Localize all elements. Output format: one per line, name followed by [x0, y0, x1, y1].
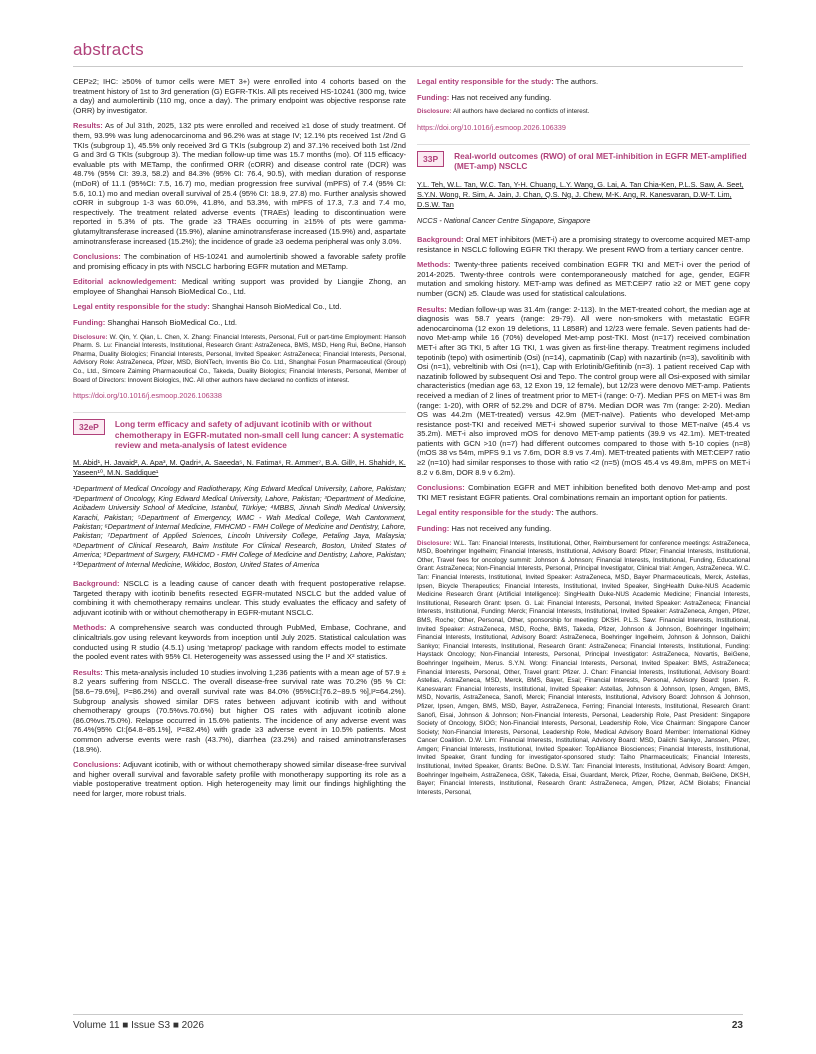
editorial-text: Medical writing support was provided by Liangjie Zhong, an employee of Shanghai Hansoh BioMedical Co., Ltd. — [73, 277, 406, 296]
background-text: NSCLC is a leading cause of cancer death with frequent postoperative relapse. Targeted therapy with icotinib benefits resected EGFR-mutated NSCLC but the added value of combining it with chemotherapy remains unclear. This study evaluates the efficacy and safety of adjuvant icotinib with or without chemotherapy in EGFR-mutant NSCLC. — [73, 579, 406, 617]
legal-paragraph — [417, 77, 750, 87]
legal-text: The authors. — [555, 77, 599, 86]
methods-paragraph — [417, 260, 750, 298]
disclosure-text: W.L. Tan: Financial Interests, Institutional, Other, Reimbursement for conference meetings: AstraZeneca, MSD, Boehringer Ingelheim; Financial Interests, Institutional, Advisory Board: Pfizer; Financial Interests, Institutional, Other, Travel fees for oncology summit: Johnson & Johnson; Financial Interests, Institutional, Funding, Educational Grant: AstraZeneca; Non-Financial Interests, Personal, Principal Investigator, Clinical trial: Amgen, AstraZeneca. W.C. Tan: Financial Interests, Institutional, Invited Speaker: AstraZeneca, MSD, Bayer Pharmaceuticals, Merck, Astellas, Ipsen, Bicycle Therapeutics; Financial Interests, Institutional, Invited Speaker, SingHealth Duke-NUS Academic Medicine Research Grant (Artificial Intelligence): SingHealth Duke-NUS Academic Medicine; Financial Interests, Institutional, Research Grant: Ipsen. G. Lai: Financial Interests, Personal, Invited Speaker: AstraZeneca; Financial Interests, Institutional, Funding: Merck; Financial Interests, Institutional, Invited Speaker: AstraZeneca, Amgen, Pfizer, BMS, Roche; Other, Personal, Other, sponsorship for meeting: DKSH. P.L.S. Saw: Financial Interests, Institutional, Invited Speaker: AstraZeneca, MSD, Roche, BMS, Takeda, Pfizer, Johnson & Johnson, Boehringer Ingelheim; Financial Interests, Institutional, Advisory Board: AstraZeneca, Boehringer Ingelheim, Johnson & Johnson, Daiichi Sankyo; Financial Interests, Institutional, Research Grant: AstraZeneca; Financial Interests, Institutional, Funding: Haystack Oncology; Non-Financial Interests, Personal, Principal Investigator: AstraZeneca, Novartis, BeiGene, Boehringer Ingelheim, Merus. S.Y.N. Wong: Financial Interests, Personal, Invited Speaker: BMS, AstraZeneca; Financial Interests, Personal, Other, Travel grant: Pfizer. J. Chan: Financial Interests, Institutional, Advisory Board: Astellas, AstraZeneca, MSD, Merck, BMS, Bayer, Esai; Financial Interests, Personal, Advisory Board: Ipsen. R. Kanesvaran: Financial Interests, Institutional, Invited Speaker: Astellas, Johnson & Johnson, Ipsen, Amgen, BMS, MSD, Novartis, AstraZeneca, Sanofi, Merck; Financial Interests, Institutional, Advisory Board: Johnson & Johnson, Pfizer, Ipsen, Amgen, BMS, MSD, Bayer, AstraZeneca, Ferring; Financial Interests, Institutional, Research Grant: Sanofi, Eisai, Johnson & Johnson; Non-Financial Interests, Personal, Leadership Role, Past President: Singapore Society of Oncology, SIOG; Non-Financial Interests, Personal, Leadership Role, Vice Chairman: Singapore Cancer Society; Non-Financial Interests, Personal, Leadership Role, Medical Advisory Board Member: International Kidney Cancer Coalition. D.W. Lim: Financial Interests, Institutional, Advisory Board: MSD, Daiichi Sankyo, Janssen, Pfizer, Amgen; Financial Interests, Institutional, Invited Speaker: TopAlliance Biosciences; Financial Interests, Institutional, Invited Speaker, Grant funding for investigator-sponsored study: Taiho Pharmaceuticals; Financial Interests, Institutional, Invited Speaker, Grants: BeOne. D.S.W. Tan: Financial Interests, Institutional, Advisory Board: Amgen, Boehringer Ingelheim, AstraZeneca, GSK, Takeda, Eisai, Guardant, Merck, Pfizer, Roche, Genmab, BeiGene, DKSH, Bayer; Financial Interests, Institutional, Research Grant: AstraZeneca, Amgen, Pfizer, ACM Biolabs; Financial Interests, Personal, — [417, 539, 750, 796]
methods-label: Methods: — [73, 623, 107, 633]
results-text: Median follow-up was 31.4m (range: 2-113). In the MET-treated cohort, the median age at diagnosis was 58.7 years (range: 29-79). All were non-smokers with metastatic EGFR adenocarcinoma (12 exon 19 deletions, 11 L858R) and 12/23 were female. Seven patients had de-novo Met-amp while 16 (70%) developed Met-amp post-TKI. Most (n=17) received combination MET-i after 3G TKI, 5 after 1G TKI, 1 was given as first-line therapy. Treatment regimens included tepotinib (tepo) with osimertinib (Osi) (n=14), capmatinib (Cap) with nazartinib (n=3), savolitinib with Osi (n=1), vebreltinib with Osi (n=1), Cap with Erlotinib/Gefitinib (n=3). 1 patient received Cap with nazatinib followed by subsequent Osi and Tepo. The control group were all Osi-exposed with similar characteristics (median age 63, 12 Exon 19, 12 female), but 12/23 were denovo MET-amp. Patients received a median of 2 lines of treatment prior to MET-i (range: 0-7). Median PFS on MET-i was 8m (range: 1-20), with ORR of 52.2% and DCR of 87%. Median DOR was 7m (range: 2-20). Median OS was 44.2m (MET-treated) versus 42.9m (MET-naïve). Patients who developed Met-amp resistance post-TKI and received MET-i showed superior survival to those MET-naïve (45.4 vs 35.2m). MET-i also improved mOS for denovo MET-amp patients (39.9 vs 42.1m). MET-treated patients with GCN >10 (n=7) had different outcomes compared to those with 5-10 copies (n=8) (mOS 38 vs 54m, mPFS 9.1 vs 7.6m, DOR 8.9 vs 7.4m). MET-treated patients with MET:CEP7 ratio ≥2 (n=10) had similar responses to those with ratio <2 (n=5) (mOS 45.4 vs 49.8m, mPFS on MET-i 8.2 v 6.8m, DOR 8.9 v 6.2m). — [417, 304, 751, 477]
footer-divider — [73, 1014, 743, 1015]
methods-label: Methods: — [417, 260, 451, 270]
legal-text: Shanghai Hansoh BioMedical Co., Ltd. — [211, 302, 342, 312]
conclusions-paragraph — [417, 483, 750, 502]
funding-paragraph — [417, 93, 750, 103]
footer-separator: ■ — [122, 1020, 129, 1031]
right-column — [417, 77, 750, 803]
disclosure-text: W. Qin, Y. Qian, L. Chen, X. Zhang: Financial Interests, Personal, Full or part-time Employment: Hansoh Pharm. S. Lu: Financial Interests, Institutional, Research Grant: AstraZeneca, BMS, MSD, Heng Rui, BeOne, Hansoh Pharma, Duality Biologics; Financial Interests, Personal, Invited Speaker: AstraZeneca; Financial Interests, Personal, Advisory Role: AstraZeneca, Pfizer, MSD, BioNTech, Inventis Bio Co. Ltd., Shanghai Fosun Pharmaceutical (Group) Co., Ltd., Simcere Zaiming Pharmaceutical Co., Takeda, Duality Biologics; Financial Interests, Personal, Member of Board of Directors: Innovent Biologics, INC. All other authors have declared no conflicts of interest. — [73, 333, 406, 384]
left-column — [73, 77, 406, 805]
background-paragraph — [417, 235, 750, 254]
abstract-title: Long term efficacy and safety of adjuvant icotinib with or without chemotherapy in EGFR-mutated non-small cell lung cancer: A systematic review and meta-analysis of latest evidence — [114, 419, 404, 451]
legal-paragraph — [73, 302, 406, 312]
conclusions-label: Conclusions: — [73, 760, 121, 770]
legal-paragraph — [417, 508, 750, 518]
disclosure-text: All authors have declared no conflicts of interest. — [452, 108, 590, 116]
disclosure-label: Disclosure: — [417, 539, 452, 547]
abstract-id: 33P — [417, 151, 444, 167]
conclusions-text: Adjuvant icotinib, with or without chemotherapy showed similar disease-free survival and higher overall survival and favorable safety profile with monotherapy supporting its role as a viable postoperative treatment option. High heterogeneity may limit our findings highlighting the need for larger, more robust trials. — [73, 760, 406, 798]
funding-text: Has not received any funding. — [451, 92, 552, 102]
results-label: Results: — [73, 121, 103, 131]
conclusions-paragraph — [73, 252, 406, 271]
page-footer — [73, 1020, 743, 1031]
doi-link[interactable]: https://doi.org/10.1016/j.esmoop.2026.106338 — [73, 391, 222, 401]
background-label: Background: — [73, 579, 120, 589]
conclusions-text: Combination EGFR and MET inhibition benefited both denovo Met-amp and post TKI MET resistant EGFR patients. Oral combinations remain an important option for patients. — [417, 483, 750, 502]
methods-text: A comprehensive search was conducted through PubMed, Embase, Cochrane, and clinicaltrials.gov using relevant keywords from inception until July 2025. Statistical calculation was conducted using R studio (4.5.1) using ‘metaprop’ package with random effects model to estimate the pooled event rates with 95% CI. Heterogeneity was assessed using the I² and X² statistics. — [73, 623, 406, 662]
background-paragraph — [73, 579, 406, 617]
results-paragraph — [417, 305, 750, 478]
editorial-paragraph — [73, 277, 406, 296]
abstract-heading — [417, 144, 750, 172]
header-divider — [73, 66, 743, 67]
continued-text: CEP≥2; IHC: ≥50% of tumor cells were MET 3+) were enrolled into 4 cohorts based on the treatment history of 1st to 3rd generation (G) EGFR-TKIs. All pts received HS-10241 (300 mg, twice a day) and aumolertinib (110 mg, once a day). The primary endpoint was objective response rate (ORR) by investigator. — [73, 77, 406, 115]
authors-text: M. Abid¹, H. Javaid², A. Apa³, M. Qadri⁴, A. Saeeda⁵, N. Fatima⁶, R. Ammer⁷, B.A. Gill⁸, H. Shahid⁹, K. Yaseen¹⁰, M.N. Saddique¹ — [73, 458, 406, 478]
doi-link[interactable]: https://doi.org/10.1016/j.esmoop.2026.106339 — [417, 122, 566, 132]
volume-label: Volume 11 — [73, 1020, 120, 1031]
disclosure-paragraph — [73, 334, 406, 386]
results-label: Results: — [417, 304, 447, 314]
disclosure-label: Disclosure: — [417, 108, 452, 116]
results-text: This meta-analysis included 10 studies involving 1,236 patients with a mean age of 57.9 ± 8.2 years suffering from NSCLC. The overall disease-free survival rate was 70.2% (95 % CI:[58.6−79.6%], I²=86.2%) and overall survival rate was 84.0% (95%CI:[76.2−89.5 %],I²=64.2%). Subgroup analysis showed similar DFS rates between adjuvant icotinib with and without chemotherapy groups (70.5%vs.70.6%) but higher OS rates with adjuvant icotinib alone (86.0%vs.75.0%). Relapse occurred in 15.6% patients. The incidence of any adverse event was 76.4%(95% CI:[64.8−85.1%], I²=82.4%) with grade ≥3 adverse event in 10.5% patients. Most common adverse events were rash (43.7%), diarrhea (23.2%) and raised aminotransferases (18.9%). — [73, 667, 406, 754]
results-text: As of Jul 31th, 2025, 132 pts were enrolled and received ≥1 dose of study treatment. Of them, 93.9% was lung adenocarcinoma and 96.2% was at stage IV; 12.1% pts received 1st /2nd G TKIs (subgroup 1), 45.5% only received 3rd G TKIs (subgroup 2) and 37.1% received both 1st /2nd G and 3rd G TKIs (subgroup 3). The median follow-up time was 15.7 months (mo). Of 115 efficacy-evaluable pts with METamp, the confirmed ORR (cORR) and disease control rate (DCR) was 48.7% (95% CI: 39.3, 58.2) and 84.3% (95% CI: 76.4, 90.5), with median duration of response (mDoR) of 11.1 (95%CI: 7.5, 16.7) mo, median progression free survival (mPFS) of 7.4 (95% CI: 5.6, 10.1) mo and median overall survival of 25.4 (95% CI: 18.9, 27.8) mo. Further analysis showed cORR in subgroup 1-3 was 60.0%, 41.8%, and 53.3%, with mPFS of 17.3, 7.3 and 7.4 mo, respectively. The treatment related adverse events (TRAEs) leading to discontinuation were reported in 5.3% of pts. The grade ≥3 TRAEs occurring in ≥15% of pts were gamma-glutamyltransferase increased (15.9%), alanine aminotransferase increased (15.9%) and, aspartate aminotransferase increased (15.2%); the incidence of grade ≥3 oedema peripheral was only 3.0%. — [73, 121, 406, 246]
authors-text: Y.L. Teh, W.L. Tan, W.C. Tan, Y-H. Chuang, L.Y. Wang, G. Lai, A. Tan Chia-Ken, P.L.S. Saw, A. Seet, S.Y.N. Wong, R. Sim, A. Jain, J. Chan, Q.S. Ng, J. Chew, M-K. Ang, R. Kanesvaran, D.W-T. Lim, D.S.W. Tan — [417, 179, 744, 209]
footer-separator: ■ — [172, 1020, 179, 1031]
conclusions-text: The combination of HS-10241 and aumolertinib showed a favorable safety profile and promising efficacy in pts with NSCLC harboring EGFR mutation and METamp. — [73, 252, 406, 271]
author-list — [73, 458, 406, 478]
year-label: 2026 — [181, 1020, 204, 1031]
legal-text: The authors. — [555, 508, 599, 518]
legal-label: Legal entity responsible for the study: — [417, 508, 554, 518]
funding-paragraph — [73, 318, 406, 328]
section-header: abstracts — [73, 40, 144, 59]
conclusions-label: Conclusions: — [73, 252, 121, 262]
conclusions-label: Conclusions: — [417, 483, 465, 493]
abstract-heading — [73, 412, 406, 450]
funding-label: Funding: — [417, 524, 450, 534]
funding-label: Funding: — [73, 318, 106, 328]
affiliations: NCCS - National Cancer Centre Singapore, Singapore — [417, 215, 591, 225]
methods-paragraph — [73, 623, 406, 661]
affiliations: ¹Department of Medical Oncology and Radiotherapy, King Edward Medical University, Lahore, Pakistan; ²Department of Oncology, King Edward Medical University, Lahore, Pakistan; ³Department of Medicine, Acibadem University School of Medicine, Istanbul, Türkiye; ⁴MBBS, Jinnah Sindh Medical University, Karachi, Pakistan; ⁵Department of Emergency, WMC - Wah Medical College, Wah Cantonment, Pakistan; ⁶Department of Internal Medicine, FMHCMD - FMH College of Medicine and Dentistry, Lahore, Pakistan; ⁷Department of Applied Sciences, Lincoln University College, Petaling Jaya, Malaysia; ⁸Department of Clinical Research, Baim Institute For Clinical Research, Boston, United States of America; ⁹Department of Surgery, FMHCMD - FMH College of Medicine and Dentistry, Lahore, Pakistan; ¹⁰Department of Internal Medicine, Wikidoc, Boston, United States of America — [73, 484, 406, 569]
background-label: Background: — [417, 235, 464, 244]
abstract-id: 32eP — [73, 419, 105, 435]
author-list — [417, 180, 750, 210]
page-number: 23 — [731, 1020, 743, 1031]
editorial-label: Editorial acknowledgement: — [73, 277, 177, 287]
legal-label: Legal entity responsible for the study: — [417, 77, 554, 86]
funding-text: Shanghai Hansoh BioMedical Co., Ltd. — [107, 318, 238, 328]
disclosure-paragraph — [417, 108, 750, 117]
issue-label: Issue S3 — [131, 1020, 171, 1031]
results-paragraph — [73, 121, 406, 246]
methods-text: Twenty-three patients received combination EGFR TKI and MET-i over the period of 2014-2025. Twenty-three controls were contemporaneously matched for age, gender, EGFR mutation and smoking history. MET-amp was defined as MET:CEP7 ratio ≥2 or MET gene copy number (GCN) ≥5. Claude was used for statistical calculations. — [417, 260, 750, 298]
funding-paragraph — [417, 524, 750, 534]
disclosure-paragraph — [417, 540, 750, 798]
disclosure-label: Disclosure: — [73, 333, 108, 341]
results-paragraph — [73, 668, 406, 754]
results-label: Results: — [73, 667, 103, 677]
conclusions-paragraph — [73, 760, 406, 798]
funding-label: Funding: — [417, 92, 450, 102]
funding-text: Has not received any funding. — [451, 524, 552, 534]
legal-label: Legal entity responsible for the study: — [73, 302, 210, 312]
abstract-title: Real-world outcomes (RWO) of oral MET-inhibition in EGFR MET-amplified (MET-amp) NSCLC — [454, 150, 747, 172]
background-text: Oral MET inhibitors (MET-i) are a promising strategy to overcome acquired MET-amp resistance in NSCLC following EGFR TKI therapy. We present RWO from a tertiary cancer centre. — [417, 235, 750, 254]
